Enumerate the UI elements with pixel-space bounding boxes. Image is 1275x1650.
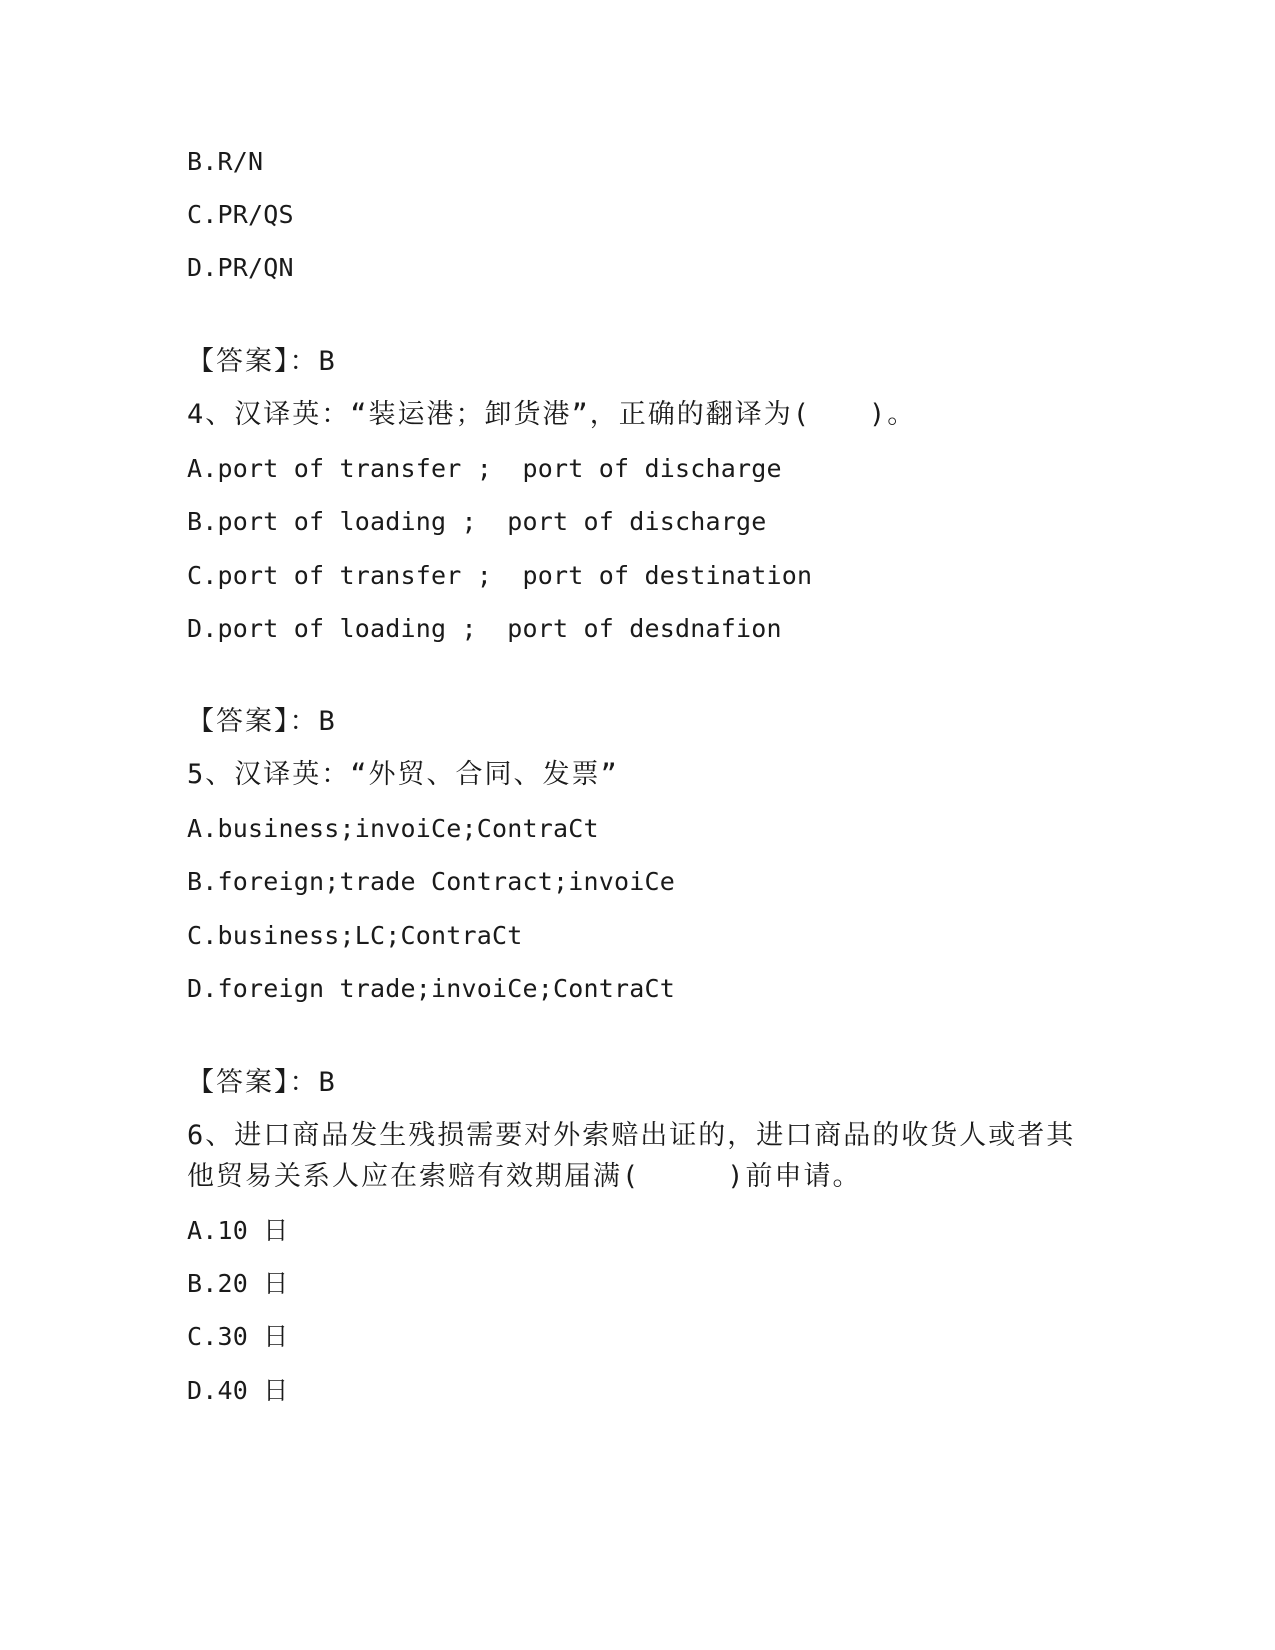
q4-option-c: C.port of transfer ; port of destination (187, 561, 813, 590)
q3-option-b: B.R/N (187, 147, 264, 176)
q6-stem-line-1: 6、进口商品发生残损需要对外索赔出证的，进口商品的收货人或者其 (187, 1120, 1076, 1151)
q5-option-a: A.business;invoiCe;ContraCt (187, 814, 599, 843)
q4-option-d: D.port of loading ; port of desdnafion (187, 614, 782, 643)
q5-option-c: C.business;LC;ContraCt (187, 921, 523, 950)
q5-answer: 【答案】：B (187, 1067, 337, 1098)
q5-stem: 5、汉译英：“外贸、合同、发票” (187, 759, 619, 790)
q6-option-d: D.40 日 (187, 1376, 289, 1405)
q4-stem: 4、汉译英：“装运港；卸货港”，正确的翻译为( )。 (187, 399, 917, 430)
q3-option-d: D.PR/QN (187, 253, 294, 282)
q3-answer: 【答案】：B (187, 346, 337, 377)
q6-stem-line-2: 他贸易关系人应在索赔有效期届满( )前申请。 (187, 1161, 862, 1192)
q4-option-b: B.port of loading ; port of discharge (187, 507, 767, 536)
q5-option-b: B.foreign;trade Contract;invoiCe (187, 867, 676, 896)
q4-option-a: A.port of transfer ; port of discharge (187, 454, 782, 483)
q5-option-d: D.foreign trade;invoiCe;ContraCt (187, 974, 676, 1003)
q4-answer: 【答案】：B (187, 706, 337, 737)
q3-option-c: C.PR/QS (187, 200, 294, 229)
q6-option-b: B.20 日 (187, 1269, 289, 1298)
q6-option-a: A.10 日 (187, 1216, 289, 1245)
q6-option-c: C.30 日 (187, 1322, 289, 1351)
